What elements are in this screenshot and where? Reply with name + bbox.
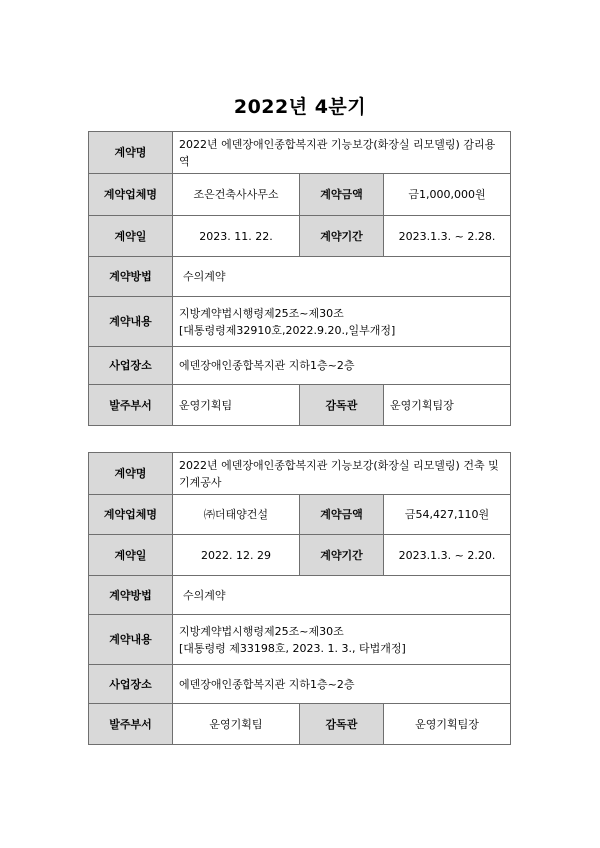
amount-value: 금54,427,110원 [384,495,511,535]
supervisor-value: 운영기획팀장 [384,704,511,745]
row-dept [89,704,511,745]
label-date: 계약일 [89,535,173,576]
dept-value: 운영기획팀 [173,385,300,426]
row-date [89,216,511,257]
label-date: 계약일 [89,216,173,257]
company-value: ㈜더태양건설 [173,495,300,535]
content-value [173,615,511,665]
row-date [89,535,511,576]
page-title: 2022년 4분기 [233,96,367,118]
row-company [89,174,511,216]
content-line-1: 지방계약법시행령제25조~제30조 [179,624,344,638]
label-contract-name: 계약명 [89,453,173,495]
date-value: 2022. 12. 29 [173,535,300,576]
label-company: 계약업체명 [89,495,173,535]
label-contract-name: 계약명 [89,132,173,174]
label-place: 사업장소 [89,347,173,385]
period-value: 2023.1.3. ~ 2.28. [384,216,511,257]
amount-value: 금1,000,000원 [384,174,511,216]
label-company: 계약업체명 [89,174,173,216]
content-line-2: [대통령령 제33198호, 2023. 1. 3., 타법개정] [179,641,406,655]
row-dept [89,385,511,426]
label-period: 계약기간 [300,216,384,257]
label-supervisor: 감독관 [300,704,384,745]
label-content: 계약내용 [89,297,173,347]
contract-table-2 [88,452,511,745]
content-line-2: [대통령령제32910호,2022.9.20.,일부개정] [179,323,396,337]
label-dept: 발주부서 [89,704,173,745]
place-value: 에덴장애인종합복지관 지하1층~2층 [173,665,511,704]
label-supervisor: 감독관 [300,385,384,426]
row-contract-name [89,453,511,495]
content-line-1: 지방계약법시행령제25조~제30조 [179,306,344,320]
row-content [89,297,511,347]
content-value [173,297,511,347]
contract-name: 2022년 에덴장애인종합복지관 기능보강(화장실 리모델링) 건축 및 기계공사 [173,453,511,495]
label-dept: 발주부서 [89,385,173,426]
label-place: 사업장소 [89,665,173,704]
row-contract-name [89,132,511,174]
place-value: 에덴장애인종합복지관 지하1층~2층 [173,347,511,385]
contract-table-1 [88,131,511,426]
label-content: 계약내용 [89,615,173,665]
row-company [89,495,511,535]
date-value: 2023. 11. 22. [173,216,300,257]
row-method [89,576,511,615]
row-place [89,665,511,704]
row-place [89,347,511,385]
contract-name: 2022년 에덴장애인종합복지관 기능보강(화장실 리모델링) 감리용역 [173,132,511,174]
label-period: 계약기간 [300,535,384,576]
company-value: 조은건축사사무소 [173,174,300,216]
label-method: 계약방법 [89,257,173,297]
row-method [89,257,511,297]
label-amount: 계약금액 [300,174,384,216]
period-value: 2023.1.3. ~ 2.20. [384,535,511,576]
method-value: 수의계약 [173,576,511,615]
row-content [89,615,511,665]
label-amount: 계약금액 [300,495,384,535]
label-method: 계약방법 [89,576,173,615]
supervisor-value: 운영기획팀장 [384,385,511,426]
dept-value: 운영기획팀 [173,704,300,745]
method-value: 수의계약 [173,257,511,297]
